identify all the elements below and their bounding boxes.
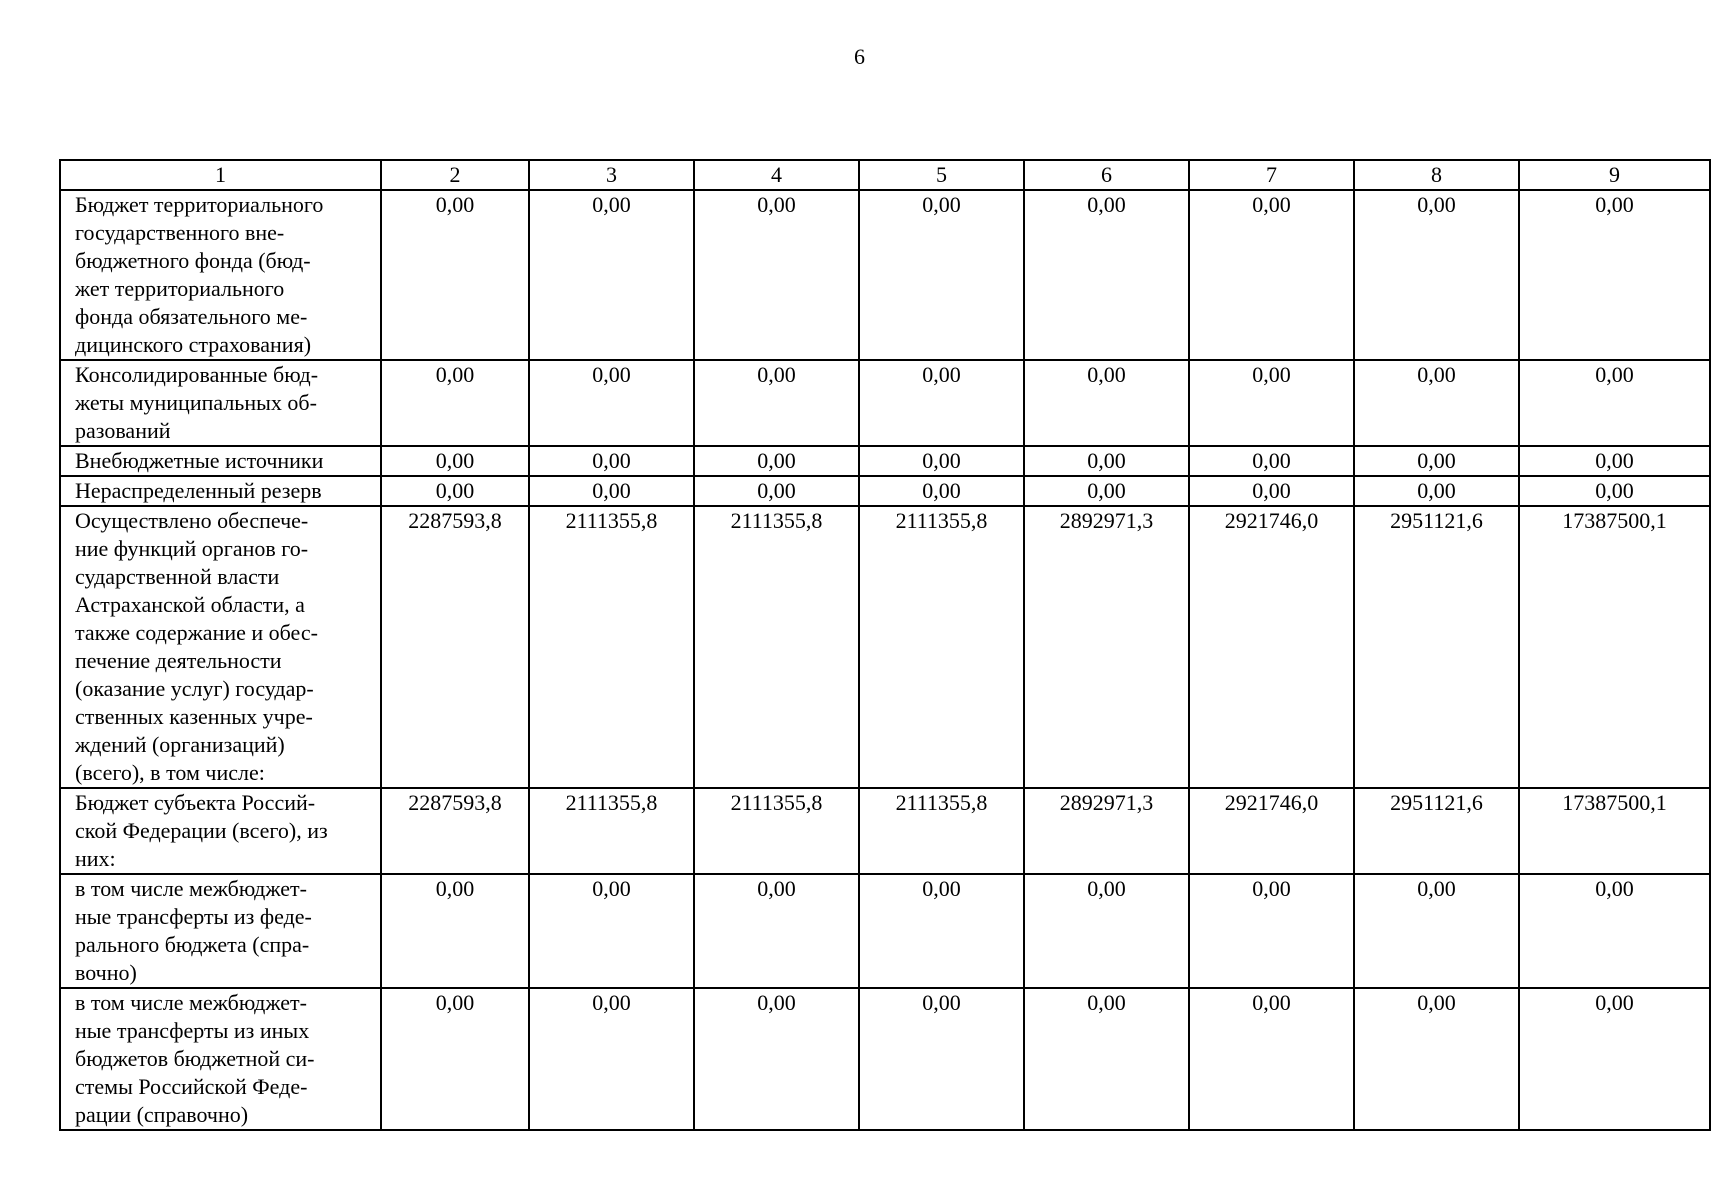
table-cell: 0,00 [1189, 446, 1354, 476]
table-cell: 0,00 [859, 446, 1024, 476]
table-cell: 0,00 [1519, 190, 1710, 360]
table-cell: 2921746,0 [1189, 788, 1354, 874]
table-cell: 0,00 [381, 874, 529, 988]
row-label: в том числе межбюджет- ные трансферты из иных бюджетов бюджетной си- стемы Российской Феде- рации (справочно) [60, 988, 381, 1130]
table-cell: 0,00 [694, 190, 859, 360]
table-row [60, 446, 1710, 476]
table-row [60, 788, 1710, 874]
table-cell: 0,00 [1024, 360, 1189, 446]
table-row [60, 506, 1710, 788]
table-cell: 0,00 [529, 988, 694, 1130]
table-cell: 0,00 [529, 190, 694, 360]
table-cell: 2892971,3 [1024, 788, 1189, 874]
table-cell: 0,00 [1024, 988, 1189, 1130]
table-cell: 0,00 [859, 988, 1024, 1130]
column-header-3: 3 [529, 160, 694, 190]
table-cell: 2111355,8 [694, 788, 859, 874]
table-cell: 0,00 [529, 360, 694, 446]
column-header-9: 9 [1519, 160, 1710, 190]
table-cell: 0,00 [1354, 476, 1519, 506]
row-label: Внебюджетные источники [60, 446, 381, 476]
data-table [59, 159, 1711, 1131]
table-cell: 0,00 [381, 476, 529, 506]
table-row [60, 190, 1710, 360]
table-cell: 2287593,8 [381, 506, 529, 788]
table-cell: 0,00 [1354, 988, 1519, 1130]
table-cell: 0,00 [694, 476, 859, 506]
table-cell: 0,00 [381, 190, 529, 360]
table-cell: 0,00 [1354, 360, 1519, 446]
table-row [60, 874, 1710, 988]
row-label: Бюджет субъекта Россий- ской Федерации (всего), из них: [60, 788, 381, 874]
column-header-5: 5 [859, 160, 1024, 190]
row-label: Нераспределенный резерв [60, 476, 381, 506]
table-cell: 0,00 [1519, 476, 1710, 506]
column-header-4: 4 [694, 160, 859, 190]
page-number: 6 [854, 44, 865, 69]
table-row [60, 988, 1710, 1130]
table-cell: 0,00 [1519, 446, 1710, 476]
table-cell: 0,00 [1024, 446, 1189, 476]
row-label: Бюджет территориального государственного вне- бюджетного фонда (бюд- жет территориального фонда обязательного ме- дицинского страхования) [60, 190, 381, 360]
table-cell: 0,00 [1024, 190, 1189, 360]
table-cell: 0,00 [1354, 190, 1519, 360]
header-row [60, 160, 1710, 190]
table-cell: 0,00 [1024, 874, 1189, 988]
table-cell: 2111355,8 [694, 506, 859, 788]
table-cell: 0,00 [1189, 476, 1354, 506]
table-cell: 0,00 [1189, 360, 1354, 446]
table-cell: 0,00 [529, 874, 694, 988]
table-cell: 0,00 [1024, 476, 1189, 506]
table-cell: 0,00 [529, 476, 694, 506]
table-cell: 0,00 [381, 988, 529, 1130]
table-cell: 0,00 [1189, 190, 1354, 360]
table-cell: 2921746,0 [1189, 506, 1354, 788]
table-cell: 2287593,8 [381, 788, 529, 874]
table-cell: 0,00 [1354, 874, 1519, 988]
table-cell: 0,00 [1189, 988, 1354, 1130]
row-label: в том числе межбюджет- ные трансферты из феде- рального бюджета (спра- вочно) [60, 874, 381, 988]
column-header-1: 1 [60, 160, 381, 190]
table-cell: 0,00 [1354, 446, 1519, 476]
table-cell: 17387500,1 [1519, 788, 1710, 874]
table-cell: 0,00 [859, 476, 1024, 506]
column-header-2: 2 [381, 160, 529, 190]
row-label: Осуществлено обеспече- ние функций органов го- сударственной власти Астраханской области, а также содержание и обес- печение деятельности (оказание услуг) государ- ственных казенных учре- ждений (организаций) (всего), в том числе: [60, 506, 381, 788]
column-header-8: 8 [1354, 160, 1519, 190]
column-header-6: 6 [1024, 160, 1189, 190]
table-cell: 2951121,6 [1354, 788, 1519, 874]
table-cell: 0,00 [859, 190, 1024, 360]
table-cell: 17387500,1 [1519, 506, 1710, 788]
table-cell: 0,00 [859, 874, 1024, 988]
table-cell: 2111355,8 [859, 506, 1024, 788]
row-label: Консолидированные бюд- жеты муниципальных об- разований [60, 360, 381, 446]
table-cell: 0,00 [859, 360, 1024, 446]
table-cell: 2111355,8 [529, 788, 694, 874]
column-header-7: 7 [1189, 160, 1354, 190]
table-cell: 0,00 [1519, 874, 1710, 988]
table-cell: 0,00 [1189, 874, 1354, 988]
table-cell: 0,00 [694, 360, 859, 446]
table-row [60, 476, 1710, 506]
table-cell: 2111355,8 [859, 788, 1024, 874]
table-cell: 0,00 [1519, 988, 1710, 1130]
table-cell: 0,00 [694, 874, 859, 988]
table-cell: 0,00 [381, 360, 529, 446]
table-cell: 0,00 [529, 446, 694, 476]
table-cell: 2951121,6 [1354, 506, 1519, 788]
table-row [60, 360, 1710, 446]
table-cell: 0,00 [381, 446, 529, 476]
table-cell: 2892971,3 [1024, 506, 1189, 788]
table-cell: 0,00 [1519, 360, 1710, 446]
table-cell: 0,00 [694, 988, 859, 1130]
table-cell: 0,00 [694, 446, 859, 476]
table-cell: 2111355,8 [529, 506, 694, 788]
table-body [60, 190, 1710, 1130]
